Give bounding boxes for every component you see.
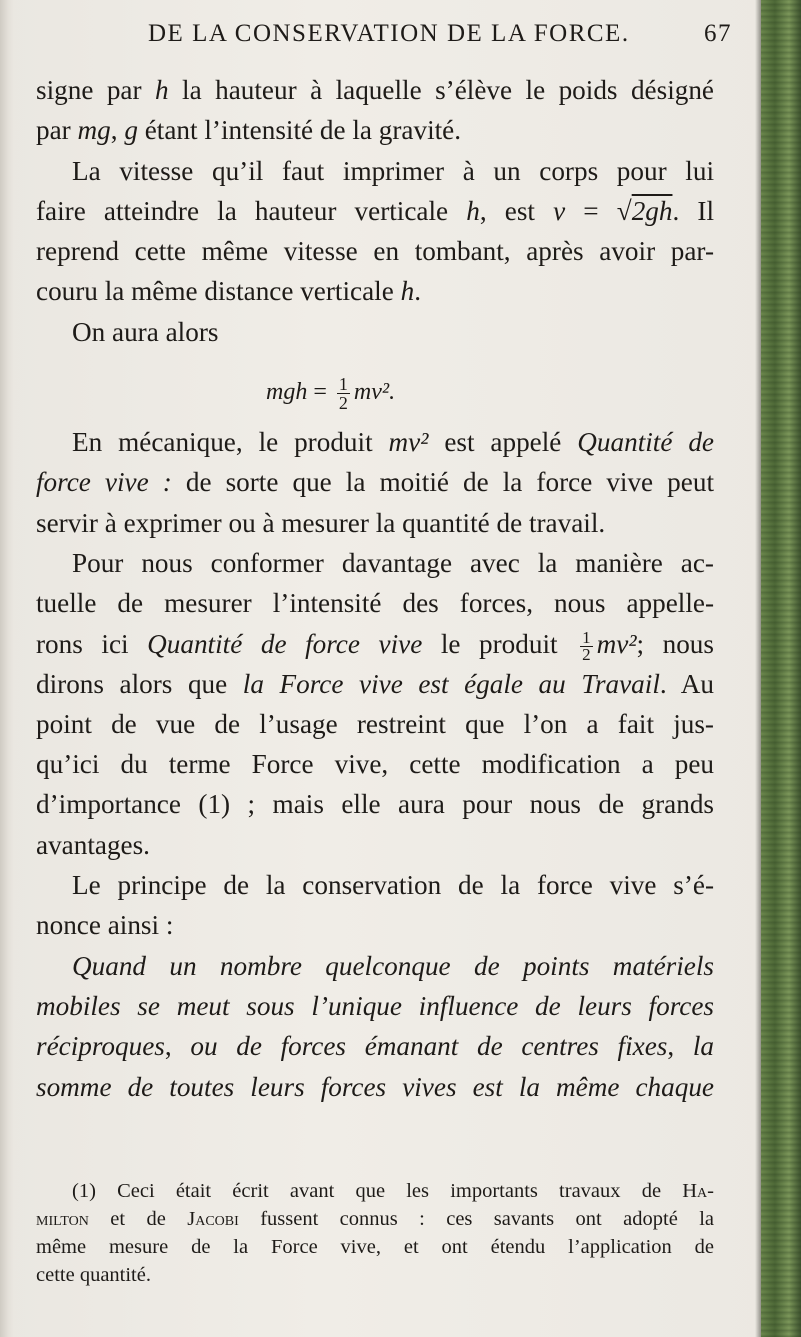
text-line: point de vue de l’usage restreint que l’on a fait jus-	[36, 708, 714, 739]
text-line: d’importance (1) ; mais elle aura pour nous de grands	[36, 789, 714, 820]
fraction-one-half: $\frac{1}{2}$	[338, 374, 348, 414]
page-left-edge	[0, 0, 14, 1337]
text-line: La vitesse qu’il faut imprimer à un corps pour lui	[72, 155, 714, 186]
page-number: 67	[704, 20, 732, 47]
footnote	[36, 1177, 714, 1289]
text-line: servir à exprimer ou à mesurer la quantité de travail.	[36, 507, 606, 538]
text-line: qu’ici du terme Force vive, cette modification a peu	[36, 749, 714, 780]
text-line: nonce ainsi :	[36, 910, 174, 941]
text-line: couru la même distance verticale h.	[36, 276, 421, 307]
text-line: somme de toutes leurs forces vives est la même chaque	[36, 1071, 714, 1102]
book-binding	[761, 0, 801, 1337]
text-line: Pour nous conformer davantage avec la manière ac-	[72, 547, 714, 578]
body-text	[36, 70, 714, 1107]
text-line: Le principe de la conservation de la force vive s’é-	[72, 870, 714, 901]
text-line: faire atteindre la hauteur verticale h, est v = √2gh. Il	[36, 195, 714, 226]
fraction-one-half: $\frac{1}{2}$	[582, 627, 591, 664]
text-line: En mécanique, le produit mv² est appelé Quantité de	[72, 427, 714, 458]
text-line: tuelle de mesurer l’intensité des forces, nous appelle-	[36, 588, 714, 619]
text-line: réciproques, ou de forces émanant de centres fixes, la	[36, 1031, 714, 1062]
text-line: reprend cette même vitesse en tombant, après avoir par-	[36, 236, 714, 267]
text-line: avantages.	[36, 829, 150, 860]
footnote-line: (1) Ceci était écrit avant que les importants travaux de Ha-	[72, 1180, 714, 1202]
text-line: rons ici Quantité de force vive le produit $\frac{1}{2}$ mv²; nous	[36, 627, 714, 664]
footnote-line: milton et de Jacobi fussent connus : ces savants ont adopté la	[36, 1208, 714, 1230]
footnote-line: cette quantité.	[36, 1264, 151, 1286]
text-line: par mg, g étant l’intensité de la gravité.	[36, 115, 462, 146]
text-line: force vive : de sorte que la moitié de la force vive peut	[36, 467, 714, 498]
header-title: DE LA CONSERVATION DE LA FORCE.	[148, 20, 630, 47]
text-line: dirons alors que la Force vive est égale au Travail. Au	[36, 668, 714, 699]
text-line: mobiles se meut sous l’unique influence de leurs forces	[36, 990, 714, 1021]
footnote-line: même mesure de la Force vive, et ont étendu l’application de	[36, 1236, 714, 1258]
running-header	[0, 14, 760, 54]
text-line: signe par h la hauteur à laquelle s’élève le poids désigné	[36, 75, 714, 105]
text-line: Quand un nombre quelconque de points matériels	[72, 950, 714, 981]
equation: mgh = $\frac{1}{2}$ mv².	[266, 374, 396, 414]
text-line: On aura alors	[72, 316, 219, 347]
